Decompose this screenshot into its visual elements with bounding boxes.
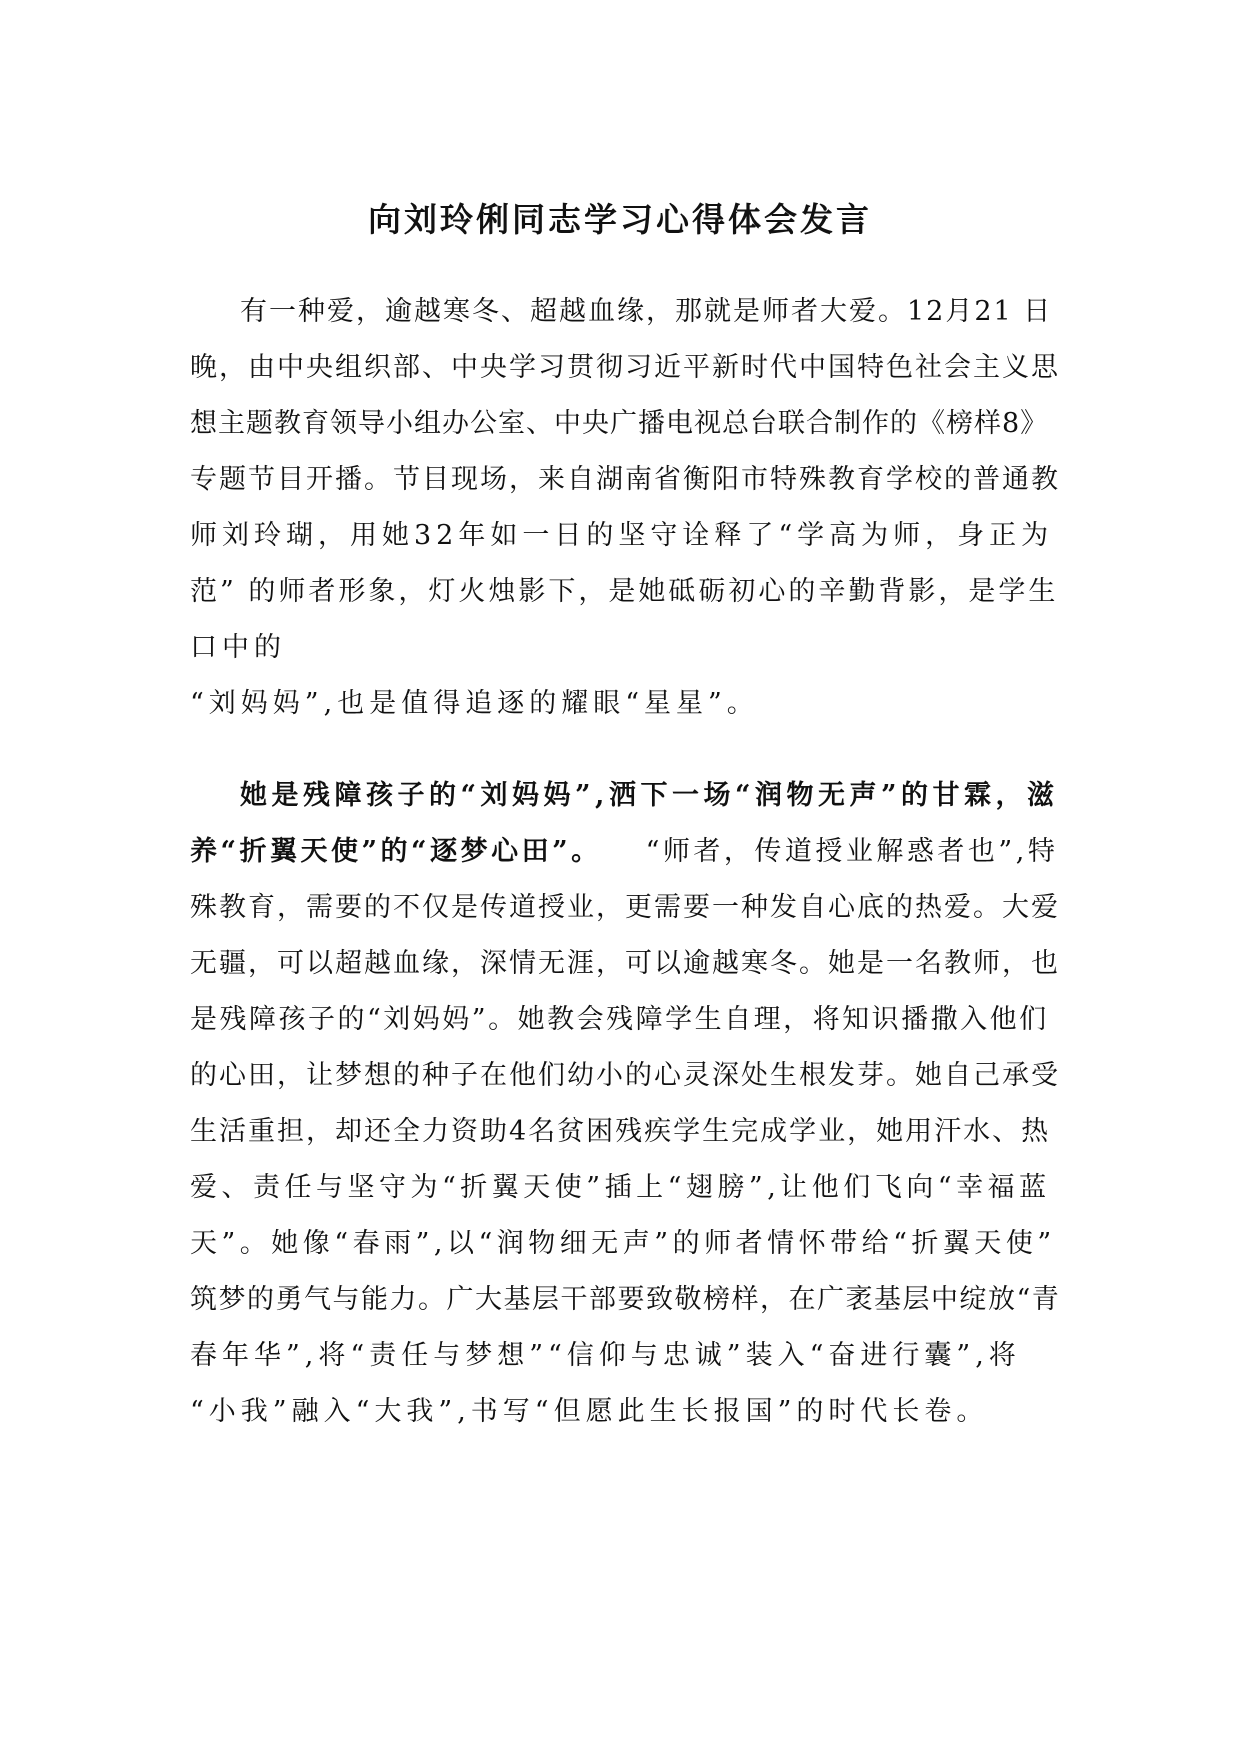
paragraph-line: “刘妈妈”,也是值得追逐的耀眼“星星”。 xyxy=(190,688,759,719)
paragraph-line: 殊教育，需要的不仅是传道授业，更需要一种发自心底的热爱。大爱 xyxy=(190,892,1060,923)
paragraph-line: 春年华”,将“责任与梦想”“信仰与忠诚”装入“奋进行囊”,将 xyxy=(190,1340,1021,1371)
paragraph-line: 范” 的师者形象，灯火烛影下，是她砥砺初心的辛勤背影，是学生 xyxy=(190,576,1059,607)
section-heading: 她是残障孩子的“刘妈妈”,洒下一场“润物无声”的甘霖，滋 xyxy=(240,780,1059,811)
paragraph-text: “师者，传道授业解惑者也”,特 xyxy=(645,836,1059,867)
paragraph-line: 想主题教育领导小组办公室、中央广播电视总台联合制作的《榜样8》 xyxy=(190,408,1049,439)
paragraph-line: 有一种爱，逾越寒冬、超越血缘，那就是师者大爱。12月21 日 xyxy=(240,296,1053,327)
paragraph-line xyxy=(190,832,1058,872)
paragraph-line: 爱、责任与坚守为“折翼天使”插上“翅膀”,让他们飞向“幸福蓝 xyxy=(190,1172,1051,1203)
paragraph-line: 专题节目开播。节目现场，来自湖南省衡阳市特殊教育学校的普通教 xyxy=(190,464,1060,495)
paragraph-line: 无疆，可以超越血缘，深情无涯，可以逾越寒冬。她是一名教师，也 xyxy=(190,948,1060,979)
paragraph-line: 的心田，让梦想的种子在他们幼小的心灵深处生根发芽。她自己承受 xyxy=(190,1060,1060,1091)
section-heading: 养“折翼天使”的“逐梦心田”。 xyxy=(190,836,602,867)
paragraph-line: 生活重担，却还全力资助4名贫困残疾学生完成学业，她用汗水、热 xyxy=(190,1116,1051,1147)
paragraph-line: “小我”融入“大我”,书写“但愿此生长报国”的时代长卷。 xyxy=(190,1396,989,1427)
paragraph-line: 筑梦的勇气与能力。广大基层干部要致敬榜样，在广袤基层中绽放“青 xyxy=(190,1284,1061,1315)
paragraph-line: 晚，由中央组织部、中央学习贯彻习近平新时代中国特色社会主义思 xyxy=(190,352,1060,383)
paragraph-line: 是残障孩子的“刘妈妈”。她教会残障学生自理，将知识播撒入他们 xyxy=(190,1004,1049,1035)
paragraph-line: 口中的 xyxy=(190,632,286,663)
paragraph-line: 师刘玲瑚，用她32年如一日的坚守诠释了“学高为师，身正为 xyxy=(190,520,1054,551)
paragraph-line: 天”。她像“春雨”,以“润物细无声”的师者情怀带给“折翼天使” xyxy=(190,1228,1056,1259)
page-title: 向刘玲俐同志学习心得体会发言 xyxy=(368,200,872,239)
